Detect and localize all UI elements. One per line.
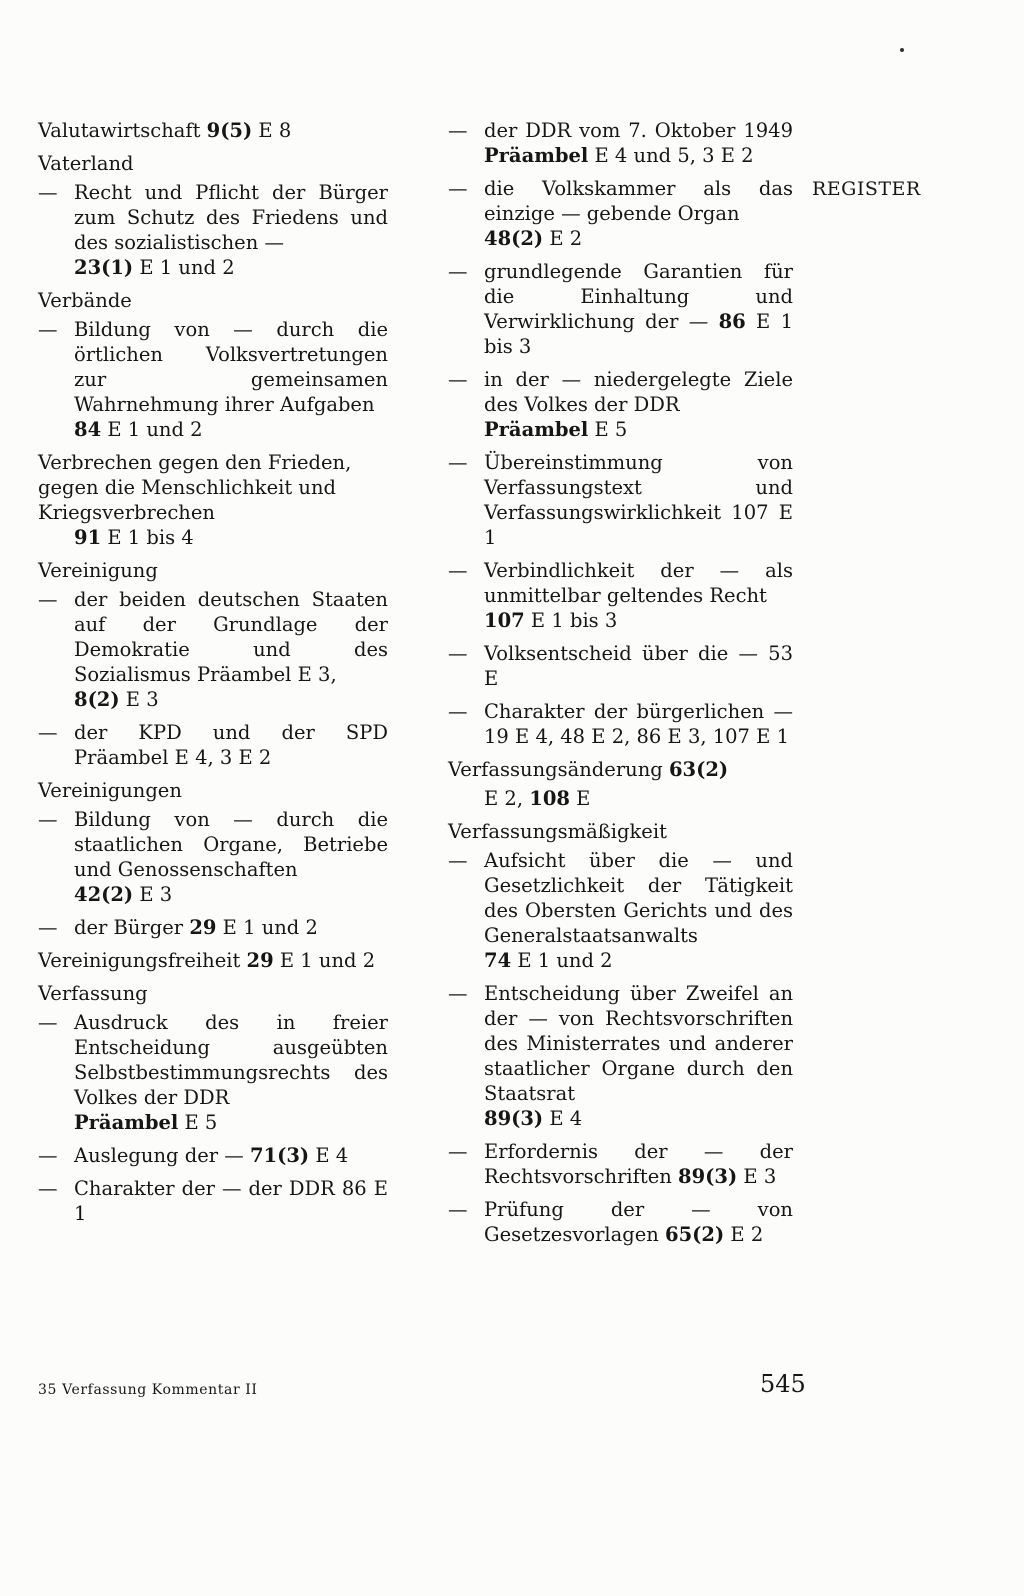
- index-term: [38, 118, 388, 143]
- reference-rest: E 2: [543, 227, 583, 250]
- index-column-right: [448, 118, 793, 1255]
- index-entry: [448, 118, 793, 749]
- subentry-text: Verbindlichkeit der — als unmittelbar geltendes Recht: [484, 559, 793, 607]
- subentry-text: Prüfung der — von Gesetzesvorlagen: [484, 1198, 793, 1246]
- reference-article: 42(2): [74, 883, 134, 906]
- index-term: [38, 151, 388, 176]
- subentry-text: der beiden deutschen Staaten auf der Grundlage der Demokratie und des Sozialismus Präambel E 3,: [74, 588, 388, 686]
- subentry-text: Erfordernis der — der Rechtsvorschriften: [484, 1140, 793, 1188]
- reference-rest: E 4 und 5, 3 E 2: [588, 144, 754, 167]
- index-term: [38, 778, 388, 803]
- reference-rest: E 1 und 2: [101, 418, 203, 441]
- reference-article: 91: [74, 526, 102, 549]
- subentry-text: der Bürger: [74, 916, 184, 939]
- index-subentry: [38, 915, 388, 940]
- term-text: Vereinigung: [38, 559, 158, 582]
- subentry-text: Recht und Pflicht der Bürger zum Schutz des Friedens und des sozialistischen —: [74, 181, 388, 254]
- index-subentry: [38, 1010, 388, 1135]
- subentry-text: Bildung von — durch die örtlichen Volksvertretungen zur gemeinsamen Wahrnehmung ihrer Aufgaben: [74, 318, 388, 416]
- index-subentry: [448, 1197, 793, 1247]
- index-entry: [38, 778, 388, 940]
- index-entry: [38, 558, 388, 770]
- index-term: [38, 288, 388, 313]
- subentry-text: der KPD und der SPD Präambel E 4, 3 E 2: [74, 721, 388, 769]
- term-text: Verfassung: [38, 982, 148, 1005]
- index-subentry: [448, 450, 793, 550]
- term-text: Vereinigungsfreiheit: [38, 949, 241, 972]
- reference-rest: E 4: [309, 1144, 349, 1167]
- index-subentry: [448, 848, 793, 973]
- index-subentry: [38, 720, 388, 770]
- index-subentry: [448, 1139, 793, 1189]
- index-entry: [448, 819, 793, 1247]
- index-column-left: [38, 118, 388, 1234]
- subentry-text: Übereinstimmung von Verfassungstext und Verfassungswirklichkeit 107 E 1: [484, 451, 793, 549]
- index-subentry: [448, 259, 793, 359]
- reference-article: 71(3): [249, 1144, 310, 1167]
- reference-article: 48(2): [484, 227, 544, 250]
- index-term: [38, 558, 388, 583]
- reference-article: 23(1): [74, 256, 134, 279]
- reference-rest: E 1 bis 4: [101, 526, 194, 549]
- reference-rest: E 3: [737, 1165, 777, 1188]
- subentry-text: Volksentscheid über die — 53 E: [484, 642, 793, 690]
- reference-article: 74: [484, 949, 512, 972]
- index-reference: [448, 786, 793, 811]
- index-subentry: [38, 1143, 388, 1168]
- reference-rest: E 3: [119, 688, 159, 711]
- term-text: Verbände: [38, 289, 132, 312]
- term-text: Verbrechen gegen den Frieden, gegen die Menschlichkeit und Kriegsverbrechen: [38, 451, 352, 524]
- reference-article: 89(3): [484, 1107, 544, 1130]
- index-term: [38, 981, 388, 1006]
- index-term: [448, 757, 793, 782]
- index-subentry: [38, 1176, 388, 1226]
- reference-article: 89(3): [678, 1165, 738, 1188]
- reference-rest: E 1 und 2: [216, 916, 318, 939]
- reference-article: 86: [718, 310, 746, 333]
- reference-rest: E 2,: [484, 787, 530, 810]
- reference-article: 107: [484, 609, 525, 632]
- index-subentry: [448, 558, 793, 633]
- reference-rest: E 5: [178, 1111, 218, 1134]
- index-subentry: [448, 981, 793, 1131]
- reference-article: 29: [189, 916, 217, 939]
- reference-rest: E 8: [252, 119, 292, 142]
- term-text: Valutawirtschaft: [38, 119, 201, 142]
- index-term: [448, 819, 793, 844]
- subentry-text: Charakter der bürgerlichen — 19 E 4, 48 E 2, 86 E 3, 107 E 1: [484, 700, 793, 748]
- index-subentry: [448, 641, 793, 691]
- subentry-text: in der — niedergelegte Ziele des Volkes der DDR: [484, 368, 793, 416]
- subentry-text: Auslegung der —: [74, 1144, 244, 1167]
- reference-article: Präambel: [484, 418, 589, 441]
- reference-article: 84: [74, 418, 102, 441]
- term-text: Vaterland: [38, 152, 134, 175]
- index-subentry: [38, 317, 388, 442]
- reference-rest: E 1 und 2: [273, 949, 376, 972]
- reference-article: 8(2): [74, 688, 120, 711]
- term-text: Verfassungsmäßigkeit: [448, 820, 667, 843]
- index-entry: [38, 981, 388, 1226]
- reference-rest: E 5: [588, 418, 628, 441]
- index-subentry: [38, 180, 388, 280]
- footer-book-title: 35 Verfassung Kommentar II: [38, 1382, 258, 1398]
- reference-article: 29: [246, 949, 274, 972]
- reference-rest: E 4: [543, 1107, 583, 1130]
- index-subentry: [38, 807, 388, 907]
- reference-rest: E 1 bis 3: [524, 609, 618, 632]
- index-subentry: [448, 699, 793, 749]
- index-entry: [38, 450, 388, 550]
- print-speck: [900, 48, 904, 52]
- index-entry: [38, 151, 388, 280]
- index-entry: [38, 118, 388, 143]
- subentry-text: grundlegende Garantien für die Einhaltung und Verwirklichung der —: [484, 260, 793, 333]
- reference-article: 9(5): [206, 119, 253, 142]
- reference-rest: E: [569, 787, 591, 810]
- subentry-text: Aufsicht über die — und Gesetzlichkeit der Tätigkeit des Obersten Gerichts und des Generalstaatsanwalts: [484, 849, 793, 947]
- reference-article: 108: [529, 787, 570, 810]
- subentry-text: der DDR vom 7. Oktober 1949: [484, 119, 793, 142]
- reference-rest: E 3: [133, 883, 173, 906]
- index-reference: [38, 525, 388, 550]
- subentry-text: Ausdruck des in freier Entscheidung ausgeübten Selbstbestimmungsrechts des Volkes der DDR: [74, 1011, 388, 1109]
- reference-rest: E 1 und 2: [511, 949, 613, 972]
- reference-article: Präambel: [74, 1111, 179, 1134]
- subentry-text: Charakter der — der DDR 86 E 1: [74, 1177, 388, 1225]
- index-entry: [38, 288, 388, 442]
- subentry-text: Bildung von — durch die staatlichen Organe, Betriebe und Genossenschaften: [74, 808, 388, 881]
- index-subentry: [448, 367, 793, 442]
- reference-article: 63(2): [668, 758, 729, 781]
- reference-rest: E 2: [724, 1223, 764, 1246]
- index-subentry: [448, 176, 793, 251]
- index-subentry: [38, 587, 388, 712]
- reference-rest: E 1 und 2: [133, 256, 235, 279]
- reference-rest: E 1 bis 3: [484, 310, 794, 358]
- subentry-text: Entscheidung über Zweifel an der — von Rechtsvorschriften des Ministerrates und anderer staatlicher Organe durch den Staatsrat: [484, 982, 793, 1105]
- term-text: Verfassungsänderung: [448, 758, 663, 781]
- index-entry: [448, 757, 793, 811]
- page-number: 545: [760, 1370, 806, 1398]
- index-subentry: [448, 118, 793, 168]
- subentry-text: die Volkskammer als das einzige — gebende Organ: [484, 177, 793, 225]
- reference-article: Präambel: [484, 144, 589, 167]
- section-label: REGISTER: [812, 178, 921, 200]
- index-entry: [38, 948, 388, 973]
- index-term: [38, 948, 388, 973]
- term-text: Vereinigungen: [38, 779, 182, 802]
- index-term: [38, 450, 388, 525]
- reference-article: 65(2): [665, 1223, 725, 1246]
